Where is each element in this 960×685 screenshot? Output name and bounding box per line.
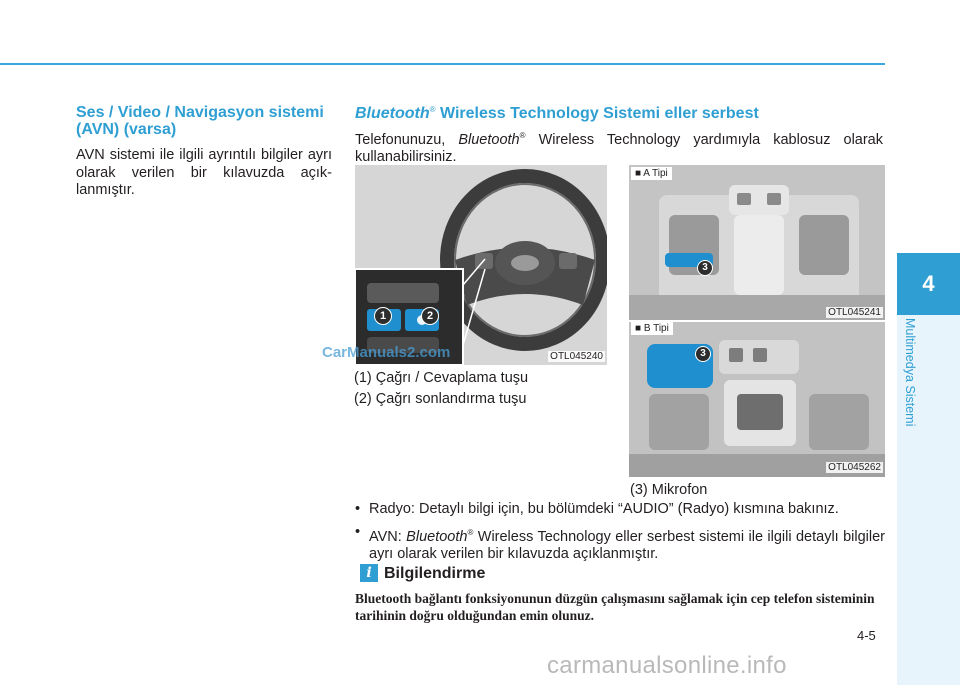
type-a-callout <box>697 260 713 276</box>
bluetooth-intro <box>355 127 883 166</box>
type-a-badge: ■ A Tipi <box>631 167 672 180</box>
bullet-list <box>355 501 885 569</box>
bullet-avn-reg-mark: ® <box>467 528 474 537</box>
avn-heading: Ses / Video / Navigasyon sistemi (AVN) (varsa) <box>76 104 324 138</box>
type-a-figure-code: OTL045241 <box>828 307 881 318</box>
bullet-avn-start: AVN: <box>369 529 407 545</box>
caption-microphone: (3) Mikrofon <box>630 482 708 498</box>
bullet-avn-brand: Bluetooth <box>406 529 468 545</box>
watermark-top[interactable]: CarManuals2.com <box>322 344 451 361</box>
heading-brand: Bluetooth <box>355 105 430 122</box>
chapter-title-container <box>903 318 943 448</box>
type-a-overhead-illustration <box>629 165 885 320</box>
heading-reg-mark: ® <box>429 105 436 114</box>
bullet-avn <box>355 524 885 563</box>
type-b-badge: ■ B Tipi <box>631 322 673 335</box>
intro-reg-mark: ® <box>519 131 526 140</box>
info-title: Bilgilendirme <box>384 565 486 582</box>
type-b-overhead-illustration <box>629 322 885 477</box>
callout-2 <box>421 307 439 325</box>
page-number: 4-5 <box>857 628 876 643</box>
type-a-figure <box>629 165 885 320</box>
chapter-title: Multimedya Sistemi <box>903 318 917 427</box>
intro-start: Telefonunuzu, <box>355 132 459 148</box>
bullet-avn-rest: Wireless Technology eller serbest sistemi ile ilgili detaylı bilgiler ayrı olarak verilen bir kılavuzda açıklanmıştır. <box>369 529 886 562</box>
steering-wheel-illustration <box>355 165 607 365</box>
watermark-bottom[interactable]: carmanualsonline.info <box>547 652 787 679</box>
callout-1 <box>374 307 392 325</box>
type-b-figure-code: OTL045262 <box>828 462 881 473</box>
bluetooth-heading <box>355 105 895 123</box>
bullet-radio-text: Radyo: Detaylı bilgi için, bu bölümdeki “AUDIO” (Radyo) kısmına bakınız. <box>369 501 839 517</box>
caption-call-answer: (1) Çağrı / Cevaplama tuşu <box>354 370 529 386</box>
top-rule <box>0 63 885 65</box>
callout-1-label: 1 <box>379 310 387 322</box>
avn-paragraph: AVN sistemi ile ilgili ayrıntılı bilgiler ayrı olarak verilen bir kılavuzda açık-lanmıştır. <box>76 147 332 198</box>
type-b-callout-label: 3 <box>700 348 706 359</box>
chapter-number-tab[interactable] <box>897 253 960 315</box>
intro-brand: Bluetooth <box>458 132 520 148</box>
bullet-radio <box>355 501 885 518</box>
caption-call-end: (2) Çağrı sonlandırma tuşu <box>354 391 527 407</box>
steering-wheel-figure <box>355 165 607 365</box>
info-icon: i <box>360 564 378 582</box>
type-a-callout-label: 3 <box>702 262 708 273</box>
chapter-number: 4 <box>922 271 935 296</box>
type-b-figure <box>629 320 885 477</box>
steering-figure-code: OTL045240 <box>550 351 603 362</box>
intro-rest: Wireless Technology yardımıyla kablosuz olarak kullanabilirsiniz. <box>355 132 883 165</box>
type-b-callout <box>695 346 711 362</box>
heading-rest: Wireless Technology Sistemi eller serbest <box>435 105 759 122</box>
callout-2-label: 2 <box>426 310 434 322</box>
info-body: Bluetooth bağlantı fonksiyonunun düzgün çalışmasını sağlamak için cep telefon sisteminin tarihinin doğru olduğundan emin olunuz. <box>355 591 875 623</box>
